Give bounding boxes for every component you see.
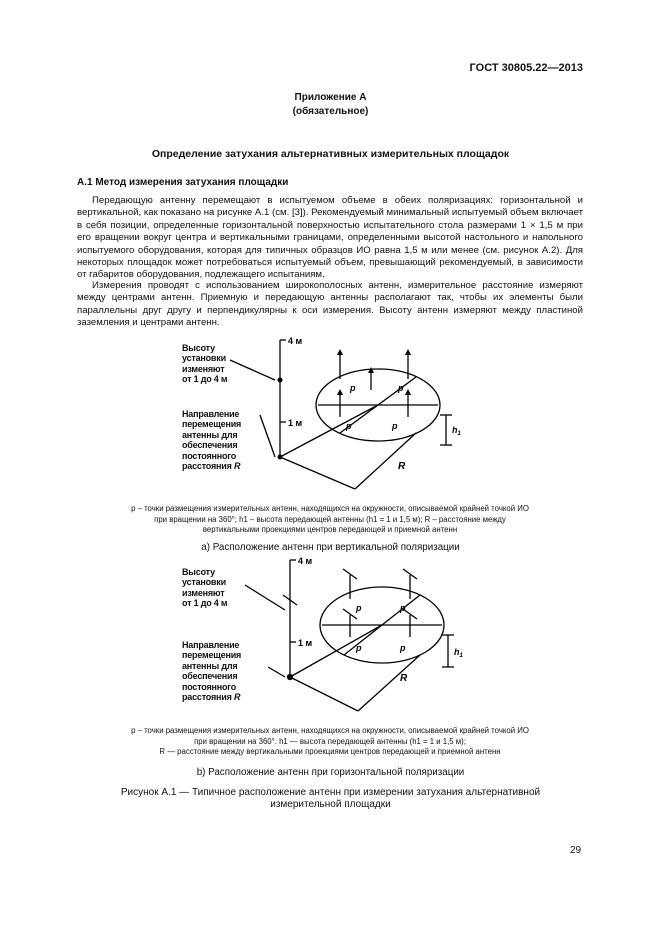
label-p: p (398, 383, 404, 393)
paragraph-2: Измерения проводят с использованием широкополосных антенн, измерительное расстояние измеряют между центрами антенн. Приемную и передающую антенны располагают так, чтобы их элементы были параллельны друг другу и перпендикулярны к оси измерения. Высоту антенн измеряют между пластиной заземления и центрами антенн. (77, 280, 583, 329)
label-p: p (400, 643, 406, 653)
label-p: p (400, 603, 406, 613)
label-p: p (346, 421, 352, 431)
section-title: Определение затухания альтернативных измерительных площадок (151, 148, 510, 160)
label-1m: 1 м (288, 418, 303, 428)
caption-b: b) Расположение антенн при горизонтальной поляризации (196, 767, 465, 778)
page-number: 29 (570, 845, 582, 856)
label-p: p (392, 421, 398, 431)
label-height-change: Высоту установки изменяют от 1 до 4 м (182, 343, 228, 385)
label-direction: Направление перемещения антенны для обеспечения постоянного расстояния R (182, 409, 242, 472)
label-r: R (400, 673, 408, 684)
figure-caption: Рисунок А.1 — Типичное расположение антенн при измерении затухания альтернативной измерительной площадки (120, 787, 541, 810)
subsection-title: А.1 Метод измерения затухания площадки (77, 177, 289, 188)
label-h1: $h_1$ (454, 647, 463, 659)
appendix-heading (0, 91, 661, 119)
legend-horizontal: p – точки размещения измерительных антенн, находящихся на окружности, описываемой крайней точкой ИО при вращении на 360°. h1 — высота передающей антенны (h1 = 1 и 1,5 м); R — расстояние между вертикальными проекциями центров передающей и приемной антенн (131, 726, 529, 756)
figure-b-horizontal (160, 555, 480, 715)
label-4m: 4 м (288, 336, 303, 346)
label-direction: Направление перемещения антенны для обеспечения постоянного расстояния R (182, 640, 242, 703)
label-height-change: Высоту установки изменяют от 1 до 4 м (182, 567, 228, 609)
figure-a-vertical (160, 335, 480, 495)
paragraph-1: Передающую антенну перемещают в испытуемом объеме в обеих поляризациях: горизонтальной и вертикальной, как показано на рисунке А.1 (см. [3]). Рекомендуемый минимальный испытуемый объем включает в себя позиции, определенные горизонтальной поверхностью испытательного стола размерами 1 × 1,5 м при его вращении вокруг центра и вертикальными границами, определенными высотой настольного и напольного испытуемого оборудования, которая для типичных образцов ИО равна 1,5 м или менее (см. рисунок А.2). Для некоторых площадок может потребоваться испытуемый объем, превышающий рекомендуемый, в зависимости от габаритов оборудования, подлежащего испытаниям. (77, 195, 583, 281)
label-h1: $h_1$ (452, 425, 461, 437)
caption-a: а) Расположение антенн при вертикальной поляризации (201, 542, 460, 553)
label-1m: 1 м (298, 638, 313, 648)
appendix-subtitle: (обязательное) (292, 106, 369, 117)
label-p: p (356, 603, 362, 613)
standard-number: ГОСТ 30805.22—2013 (469, 62, 583, 74)
legend-vertical: p – точки размещения измерительных антенн, находящихся на окружности, описываемой крайней точкой ИО при вращении на 360°; h1 – высота передающей антенны (h1 = 1 и 1,5 м); R – расстояние между вертикальными проекциями центров передающей и приемной антенн (131, 504, 529, 534)
label-r: R (398, 461, 406, 472)
label-p: p (350, 383, 356, 393)
label-p: p (356, 643, 362, 653)
label-4m: 4 м (298, 556, 313, 566)
appendix-title: Приложение А (294, 92, 367, 103)
